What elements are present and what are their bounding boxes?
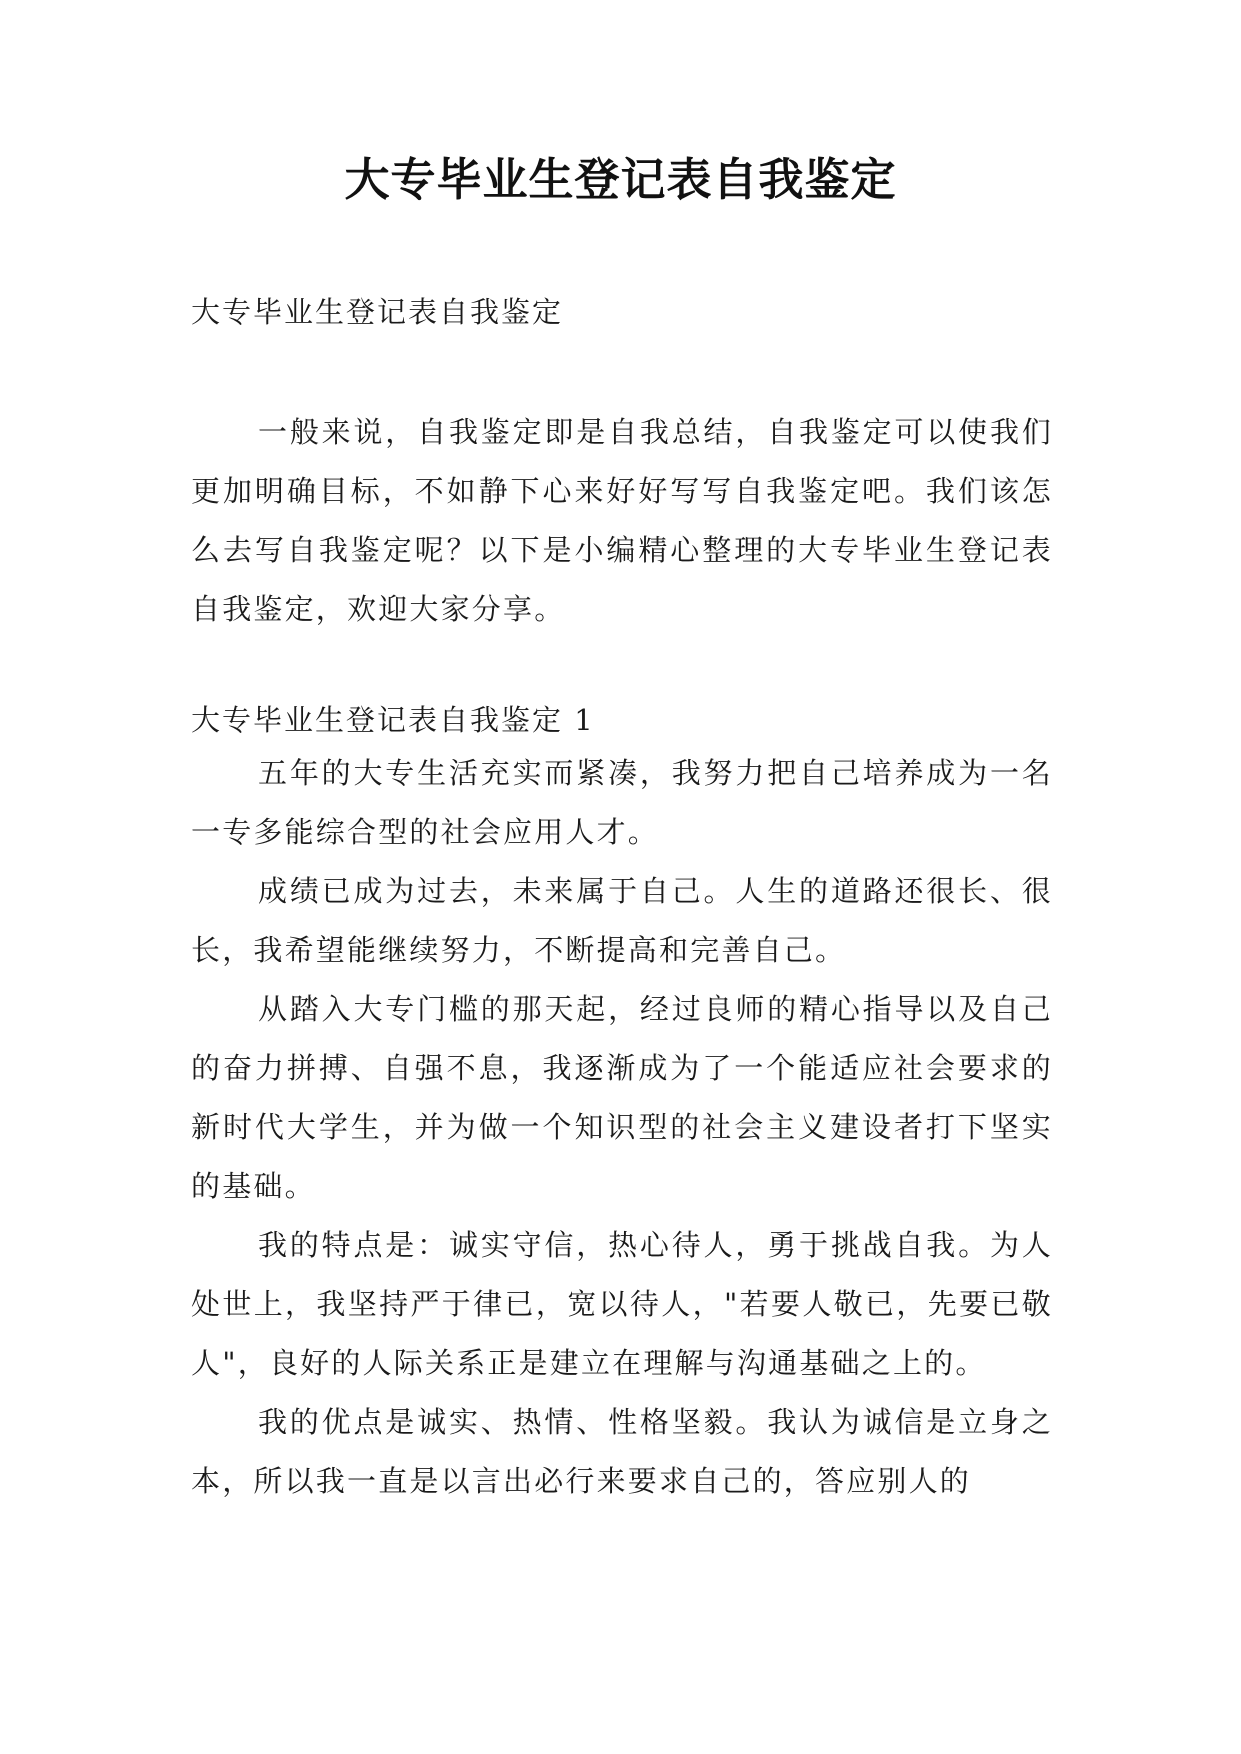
paragraph-3: 从踏入大专门槛的那天起，经过良师的精心指导以及自己的奋力拼搏、自强不息，我逐渐成为了一个能适应社会要求的新时代大学生，并为做一个知识型的社会主义建设者打下坚实的基础。 bbox=[191, 992, 1053, 1203]
intro-block bbox=[191, 403, 1053, 639]
document-subtitle: 大专毕业生登记表自我鉴定 bbox=[191, 295, 564, 329]
paragraph-1: 五年的大专生活充实而紧凑，我努力把自己培养成为一名一专多能综合型的社会应用人才。 bbox=[191, 756, 1053, 849]
paragraph-5: 我的优点是诚实、热情、性格坚毅。我认为诚信是立身之本，所以我一直是以言出必行来要求自己的，答应别人的 bbox=[191, 1405, 1053, 1498]
document-title: 大专毕业生登记表自我鉴定 bbox=[344, 153, 897, 206]
section-heading: 大专毕业生登记表自我鉴定 1 bbox=[191, 703, 595, 737]
paragraph-2: 成绩已成为过去，未来属于自己。人生的道路还很长、很长，我希望能继续努力，不断提高和完善自己。 bbox=[191, 874, 1053, 967]
paragraph-4: 我的特点是：诚实守信，热心待人，勇于挑战自我。为人处世上，我坚持严于律已，宽以待人，"若要人敬已，先要已敬人"，良好的人际关系正是建立在理解与沟通基础之上的。 bbox=[191, 1228, 1053, 1380]
section-content bbox=[191, 744, 1053, 1511]
intro-paragraph: 一般来说，自我鉴定即是自我总结，自我鉴定可以使我们更加明确目标，不如静下心来好好写写自我鉴定吧。我们该怎么去写自我鉴定呢？以下是小编精心整理的大专毕业生登记表自我鉴定，欢迎大家分享。 bbox=[191, 415, 1053, 626]
